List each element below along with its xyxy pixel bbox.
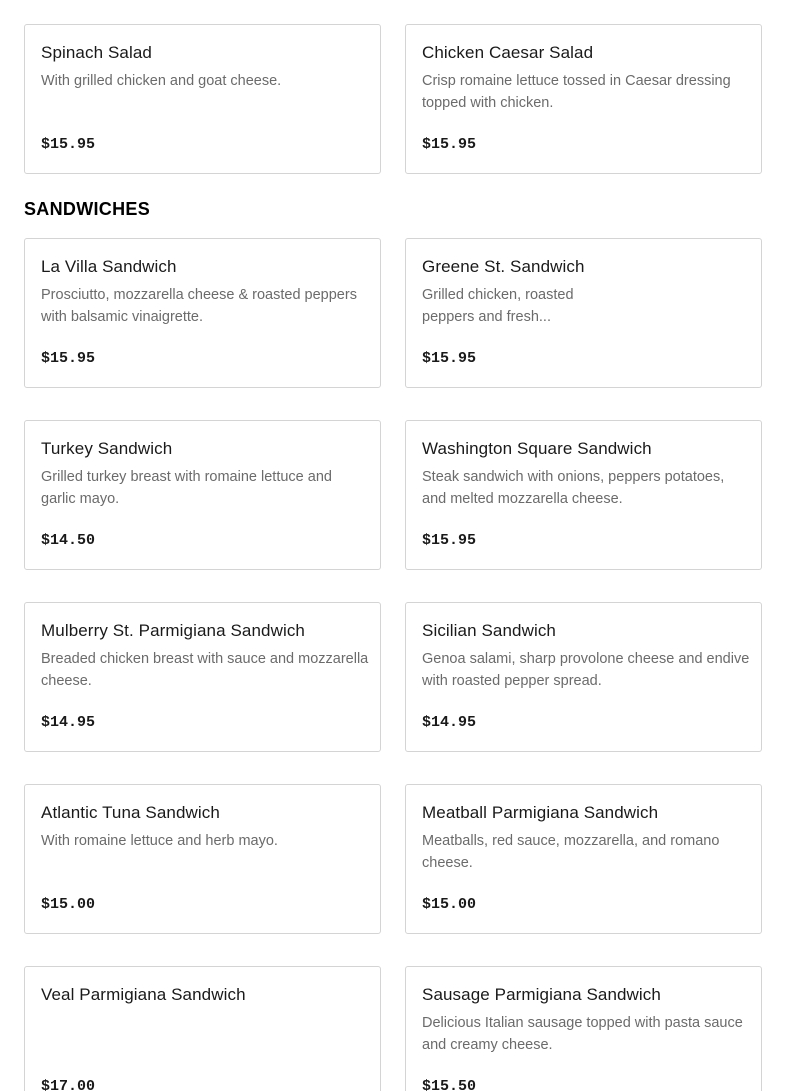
menu-item-description: Meatballs, red sauce, mozzarella, and romano cheese. — [422, 833, 720, 871]
section-title-sandwiches: SANDWICHES — [24, 199, 151, 219]
menu-item-card[interactable] — [405, 24, 762, 174]
menu-item-description: Grilled turkey breast with romaine lettuce and garlic mayo. — [41, 469, 332, 507]
menu-item-name: Greene St. Sandwich — [422, 257, 585, 276]
menu-item-description: Genoa salami, sharp provolone cheese and endive with roasted pepper spread. — [422, 651, 750, 689]
menu-item-card[interactable] — [405, 784, 762, 934]
menu-item-description: Crisp romaine lettuce tossed in Caesar dressing topped with chicken. — [422, 73, 731, 111]
menu-item-card[interactable] — [24, 24, 381, 174]
menu-item-price: $15.95 — [41, 350, 96, 367]
menu-item-price: $15.95 — [41, 136, 96, 153]
menu-item-description: Prosciutto, mozzarella cheese & roasted peppers with balsamic vinaigrette. — [41, 287, 357, 325]
menu-item-price: $14.95 — [422, 714, 477, 731]
menu-item-description: Delicious Italian sausage topped with pasta sauce and creamy cheese. — [422, 1015, 743, 1053]
menu-item-name: Sicilian Sandwich — [422, 621, 556, 640]
menu-item-description: With grilled chicken and goat cheese. — [41, 73, 282, 89]
menu-item-card[interactable] — [24, 602, 381, 752]
menu-item-price: $15.95 — [422, 350, 477, 367]
menu-item-card[interactable] — [24, 966, 381, 1091]
menu-item-name: Washington Square Sandwich — [422, 439, 652, 458]
menu-item-card[interactable] — [405, 602, 762, 752]
menu-item-price: $15.95 — [422, 532, 477, 549]
menu-item-price: $15.00 — [422, 896, 477, 913]
menu-item-name: Mulberry St. Parmigiana Sandwich — [41, 621, 305, 640]
menu-item-card[interactable] — [405, 238, 762, 388]
menu-item-name: Atlantic Tuna Sandwich — [41, 803, 220, 822]
menu-item-price: $15.00 — [41, 896, 96, 913]
menu-item-name: Spinach Salad — [41, 43, 152, 62]
menu-item-price: $15.50 — [422, 1078, 477, 1091]
menu-item-card[interactable] — [405, 966, 762, 1091]
menu-item-card[interactable] — [405, 420, 762, 570]
menu-item-description: Breaded chicken breast with sauce and mozzarella cheese. — [41, 651, 369, 689]
menu-item-name: Meatball Parmigiana Sandwich — [422, 803, 659, 822]
menu-item-card[interactable] — [24, 420, 381, 570]
menu-item-name: Turkey Sandwich — [41, 439, 173, 458]
menu-item-name: Chicken Caesar Salad — [422, 43, 594, 62]
menu-item-name: La Villa Sandwich — [41, 257, 177, 276]
menu-item-description: Steak sandwich with onions, peppers potatoes, and melted mozzarella cheese. — [422, 469, 725, 507]
menu-item-price: $17.00 — [41, 1078, 96, 1091]
menu-item-price: $15.95 — [422, 136, 477, 153]
menu-item-name: Sausage Parmigiana Sandwich — [422, 985, 661, 1004]
menu-item-price: $14.50 — [41, 532, 96, 549]
menu-item-price: $14.95 — [41, 714, 96, 731]
menu-item-description: With romaine lettuce and herb mayo. — [41, 833, 278, 849]
menu-item-card[interactable] — [24, 238, 381, 388]
menu-item-card[interactable] — [24, 784, 381, 934]
menu-item-description: Grilled chicken, roasted peppers and fresh... — [422, 287, 574, 325]
menu-item-name: Veal Parmigiana Sandwich — [41, 985, 246, 1004]
